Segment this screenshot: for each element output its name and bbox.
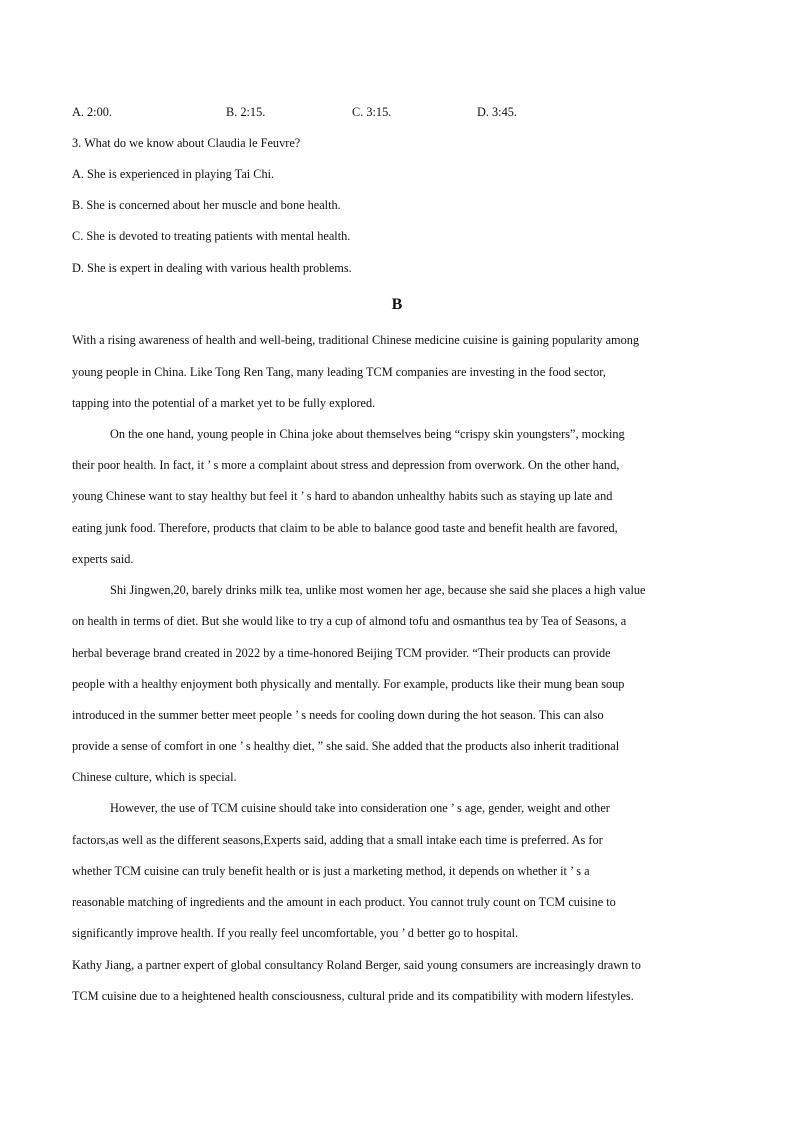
q3-option-d: D. She is expert in dealing with various health problems. xyxy=(72,261,352,275)
q2-option-c: C. 3:15. xyxy=(352,105,392,119)
passage-line: on health in terms of diet. But she would like to try a cup of almond tofu and osmanthus tea by Tea of Seasons, a xyxy=(72,614,627,628)
passage-line: young people in China. Like Tong Ren Tang, many leading TCM companies are investing in the food sector, xyxy=(72,365,606,379)
passage-line: On the one hand, young people in China joke about themselves being “crispy skin youngsters”, mocking xyxy=(110,427,625,441)
passage-line: Shi Jingwen,20, barely drinks milk tea, unlike most women her age, because she said she places a high value xyxy=(110,583,646,597)
passage-line: eating junk food. Therefore, products that claim to be able to balance good taste and benefit health are favored, xyxy=(72,521,618,535)
q3-option-c: C. She is devoted to treating patients with mental health. xyxy=(72,229,351,243)
q2-option-d: D. 3:45. xyxy=(477,105,517,119)
passage-line: TCM cuisine due to a heightened health consciousness, cultural pride and its compatibility with modern lifestyles. xyxy=(72,989,634,1003)
passage-line: Chinese culture, which is special. xyxy=(72,770,237,784)
section-heading: B xyxy=(391,296,403,313)
passage-line: reasonable matching of ingredients and the amount in each product. You cannot truly count on TCM cuisine to xyxy=(72,895,616,909)
passage-line: tapping into the potential of a market yet to be fully explored. xyxy=(72,396,376,410)
passage-line: provide a sense of comfort in one ’ s healthy diet, ” she said. She added that the products also inherit traditional xyxy=(72,739,620,753)
q2-option-a: A. 2:00. xyxy=(72,105,112,119)
passage-line: young Chinese want to stay healthy but feel it ’ s hard to abandon unhealthy habits such as staying up late and xyxy=(72,489,613,503)
q3-option-b: B. She is concerned about her muscle and bone health. xyxy=(72,198,341,212)
passage-line: people with a healthy enjoyment both physically and mentally. For example, products like their mung bean soup xyxy=(72,677,625,691)
passage-line: significantly improve health. If you really feel uncomfortable, you ’ d better go to hospital. xyxy=(72,926,519,940)
q2-options-row xyxy=(0,104,794,120)
passage-line: experts said. xyxy=(72,552,134,566)
passage-line: However, the use of TCM cuisine should take into consideration one ’ s age, gender, weight and other xyxy=(110,801,610,815)
q3-option-a: A. She is experienced in playing Tai Chi. xyxy=(72,167,275,181)
q2-option-b: B. 2:15. xyxy=(226,105,266,119)
q3-question: 3. What do we know about Claudia le Feuvre? xyxy=(72,136,301,150)
passage-line: Kathy Jiang, a partner expert of global consultancy Roland Berger, said young consumers are increasingly drawn to xyxy=(72,958,641,972)
passage-line: herbal beverage brand created in 2022 by a time-honored Beijing TCM provider. “Their products can provide xyxy=(72,646,611,660)
passage-line: their poor health. In fact, it ’ s more a complaint about stress and depression from overwork. On the other hand, xyxy=(72,458,620,472)
passage-line: factors,as well as the different seasons,Experts said, adding that a small intake each time is preferred. As for xyxy=(72,833,603,847)
passage-line: whether TCM cuisine can truly benefit health or is just a marketing method, it depends on whether it ’ s a xyxy=(72,864,590,878)
passage-line: With a rising awareness of health and well-being, traditional Chinese medicine cuisine is gaining popularity among xyxy=(72,333,640,347)
passage-line: introduced in the summer better meet people ’ s needs for cooling down during the hot season. This can also xyxy=(72,708,604,722)
